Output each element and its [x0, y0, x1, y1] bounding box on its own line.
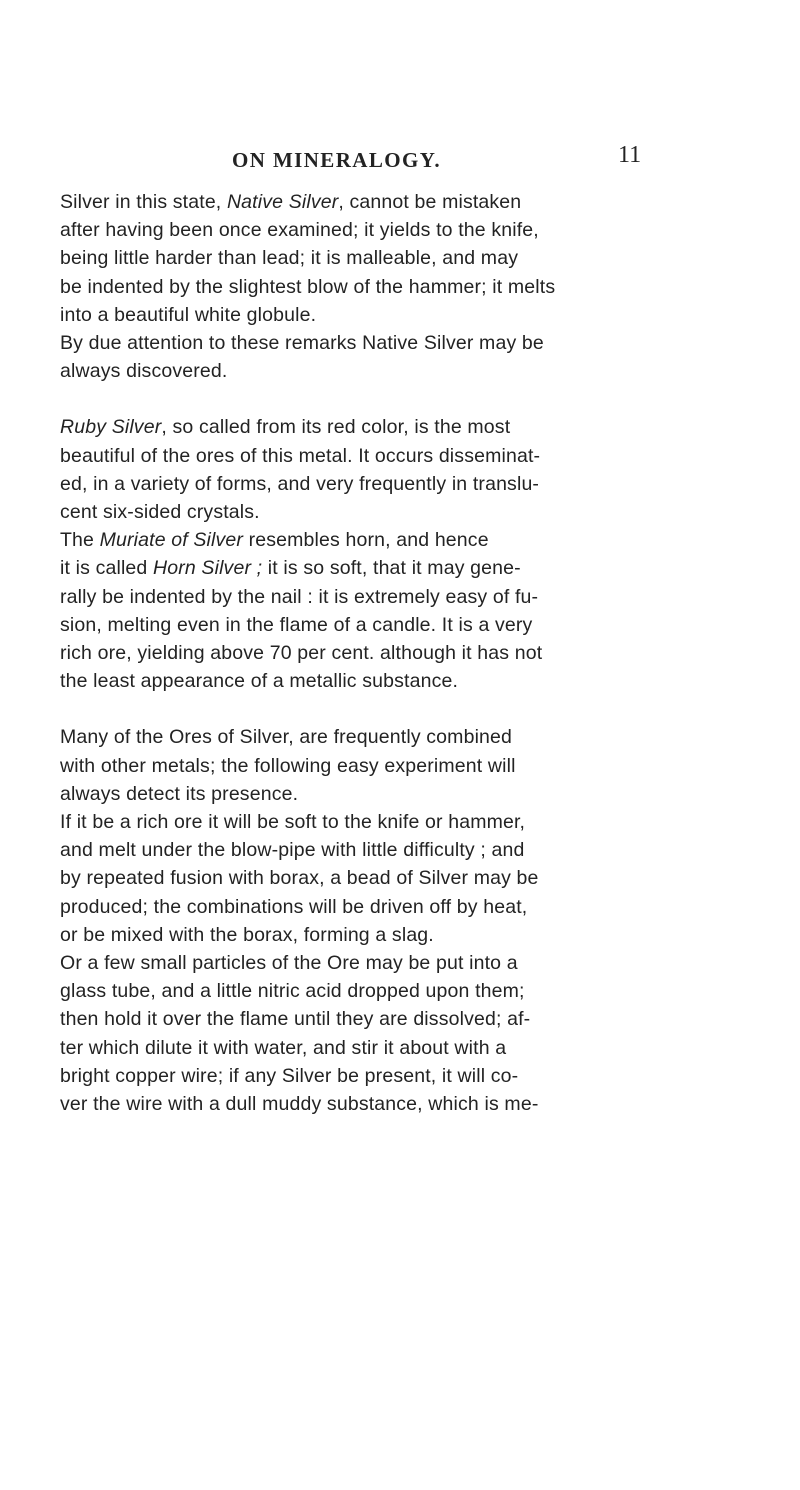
paragraph [60, 949, 660, 1118]
text-line: Or a few small particles of the Ore may be put into a [60, 952, 518, 975]
text-line: rally be indented by the nail : it is extremely easy of fu- [60, 585, 539, 608]
text-line: always discovered. [60, 360, 228, 383]
text-line: The Muriate of Silver resembles horn, and hence [60, 529, 489, 552]
book-page [60, 140, 660, 1118]
text-line: it is called Horn Silver ; it is so soft, that it may gene- [60, 557, 521, 580]
section-gap [60, 695, 660, 723]
text-line: always detect its presence. [60, 782, 299, 805]
text-line: Silver in this state, Native Silver, cannot be mistaken [60, 191, 522, 213]
text-line: beautiful of the ores of this metal. It occurs disseminat- [60, 444, 541, 467]
paragraph [60, 808, 660, 949]
text-line: ver the wire with a dull muddy substance, which is me- [60, 1093, 539, 1116]
text-line: If it be a rich ore it will be soft to the knife or hammer, [60, 811, 526, 834]
text-line: sion, melting even in the flame of a candle. It is a very [60, 613, 533, 636]
paragraph [60, 188, 660, 329]
paragraph [60, 526, 660, 695]
section-gap [60, 385, 660, 413]
running-head [60, 140, 660, 188]
paragraph [60, 413, 660, 526]
text-line: By due attention to these remarks Native Silver may be [60, 332, 544, 355]
text-line: ed, in a variety of forms, and very frequently in translu- [60, 472, 540, 495]
paragraph [60, 723, 660, 808]
paragraph [60, 329, 660, 385]
text-line: or be mixed with the borax, forming a slag. [60, 923, 434, 946]
text-line: by repeated fusion with borax, a bead of Silver may be [60, 867, 539, 890]
body-text [60, 188, 660, 1118]
text-line: and melt under the blow-pipe with little difficulty ; and [60, 839, 525, 862]
text-line: cent six-sided crystals. [60, 501, 260, 524]
text-line: Many of the Ores of Silver, are frequently combined [60, 726, 513, 749]
text-line: bright copper wire; if any Silver be present, it will co- [60, 1064, 519, 1087]
page-number: 11 [618, 142, 642, 168]
text-line: with other metals; the following easy experiment will [60, 754, 516, 777]
text-line: being little harder than lead; it is malleable, and may [60, 247, 519, 270]
text-line: the least appearance of a metallic substance. [60, 670, 459, 693]
text-line: then hold it over the flame until they are dissolved; af- [60, 1008, 531, 1031]
text-line: after having been once examined; it yields to the knife, [60, 219, 539, 242]
text-line: be indented by the slightest blow of the hammer; it melts [60, 275, 556, 298]
running-head-title: ON MINERALOGY. [232, 148, 442, 172]
text-line: rich ore, yielding above 70 per cent. although it has not [60, 642, 543, 665]
text-line: ter which dilute it with water, and stir it about with a [60, 1036, 507, 1059]
text-line: into a beautiful white globule. [60, 303, 317, 326]
text-line: Ruby Silver, so called from its red color, is the most [60, 416, 511, 439]
text-line: glass tube, and a little nitric acid dropped upon them; [60, 980, 525, 1003]
text-line: produced; the combinations will be driven off by heat, [60, 895, 528, 918]
